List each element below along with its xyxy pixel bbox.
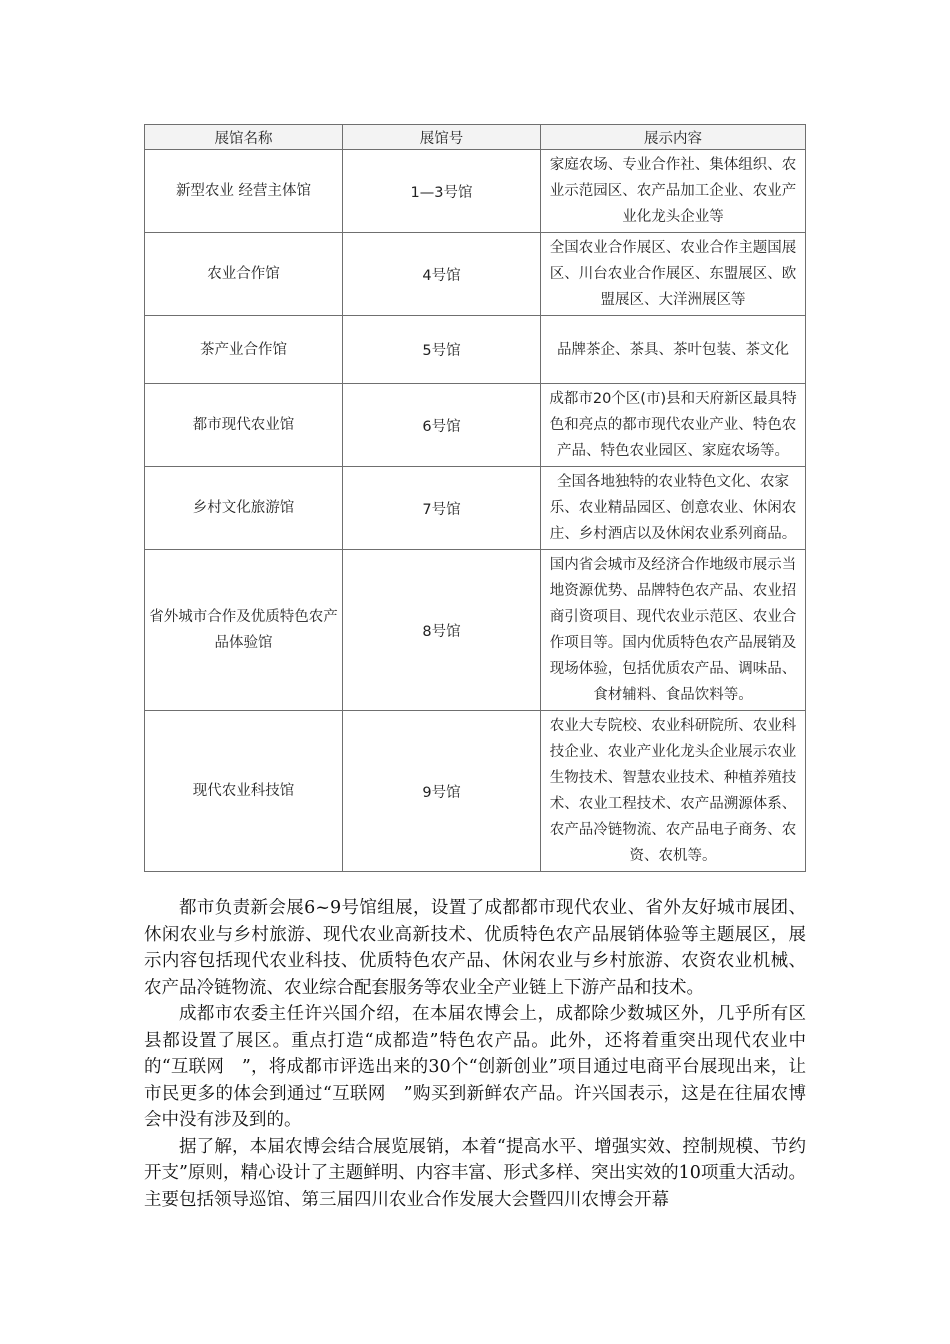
hall-number-cell: 8号馆 bbox=[343, 550, 541, 711]
hall-number-cell: 6号馆 bbox=[343, 384, 541, 467]
hall-number-cell: 7号馆 bbox=[343, 467, 541, 550]
hall-number-cell: 9号馆 bbox=[343, 711, 541, 872]
hall-name-cell: 都市现代农业馆 bbox=[145, 384, 343, 467]
article-body bbox=[144, 895, 806, 1213]
display-content-cell: 成都市20个区(市)县和天府新区最具特色和亮点的都市现代农业产业、特色农产品、特色农业园区、家庭农场等。 bbox=[541, 384, 806, 467]
hall-name-cell: 省外城市合作及优质特色农产品体验馆 bbox=[145, 550, 343, 711]
table-row bbox=[145, 316, 806, 384]
paragraph: 都市负责新会展6~9号馆组展，设置了成都都市现代农业、省外友好城市展团、休闲农业与乡村旅游、现代农业高新技术、优质特色农产品展销体验等主题展区，展示内容包括现代农业科技、优质特色农产品、休闲农业与乡村旅游、农资农业机械、农产品冷链物流、农业综合配套服务等农业全产业链上下游产品和技术。 bbox=[144, 898, 806, 998]
table-row bbox=[145, 550, 806, 711]
display-content-cell: 全国各地独特的农业特色文化、农家乐、农业精品园区、创意农业、休闲农庄、乡村酒店以及休闲农业系列商品。 bbox=[541, 467, 806, 550]
hall-name-cell: 茶产业合作馆 bbox=[145, 316, 343, 384]
display-content-cell: 品牌茶企、茶具、茶叶包装、茶文化 bbox=[541, 316, 806, 384]
hall-number-cell: 5号馆 bbox=[343, 316, 541, 384]
table-row bbox=[145, 233, 806, 316]
hall-name-cell: 新型农业 经营主体馆 bbox=[145, 150, 343, 233]
exhibition-halls-table bbox=[144, 124, 806, 872]
paragraph: 成都市农委主任许兴国介绍，在本届农博会上，成都除少数城区外，几乎所有区县都设置了展区。重点打造“成都造”特色农产品。此外，还将着重突出现代农业中的“互联网 ”，将成都市评选出来的30个“创新创业”项目通过电商平台展现出来，让市民更多的体会到通过“互联网 ”购买到新鲜农产品。许兴国表示，这是在往届农博会中没有涉及到的。 bbox=[144, 1004, 806, 1130]
table-row bbox=[145, 711, 806, 872]
hall-name-cell: 乡村文化旅游馆 bbox=[145, 467, 343, 550]
hall-number-cell: 1—3号馆 bbox=[343, 150, 541, 233]
hall-number-cell: 4号馆 bbox=[343, 233, 541, 316]
display-content-cell: 国内省会城市及经济合作地级市展示当地资源优势、品牌特色农产品、农业招商引资项目、现代农业示范区、农业合作项目等。国内优质特色农产品展销及现场体验，包括优质农产品、调味品、食材辅料、食品饮料等。 bbox=[541, 550, 806, 711]
display-content-cell: 全国农业合作展区、农业合作主题国展区、川台农业合作展区、东盟展区、欧盟展区、大洋洲展区等 bbox=[541, 233, 806, 316]
hall-name-cell: 现代农业科技馆 bbox=[145, 711, 343, 872]
table-row bbox=[145, 150, 806, 233]
hall-name-cell: 农业合作馆 bbox=[145, 233, 343, 316]
table-row bbox=[145, 467, 806, 550]
header-hall-name: 展馆名称 bbox=[145, 125, 343, 150]
display-content-cell: 家庭农场、专业合作社、集体组织、农业示范园区、农产品加工企业、农业产业化龙头企业等 bbox=[541, 150, 806, 233]
header-display-content: 展示内容 bbox=[541, 125, 806, 150]
paragraph: 据了解，本届农博会结合展览展销，本着“提高水平、增强实效、控制规模、节约开支”原则，精心设计了主题鲜明、内容丰富、形式多样、突出实效的10项重大活动。主要包括领导巡馆、第三届四川农业合作发展大会暨四川农博会开幕 bbox=[144, 1136, 806, 1210]
header-hall-number: 展馆号 bbox=[343, 125, 541, 150]
table-header-row bbox=[145, 125, 806, 150]
display-content-cell: 农业大专院校、农业科研院所、农业科技企业、农业产业化龙头企业展示农业生物技术、智慧农业技术、种植养殖技术、农业工程技术、农产品溯源体系、农产品冷链物流、农产品电子商务、农资、农机等。 bbox=[541, 711, 806, 872]
table-row bbox=[145, 384, 806, 467]
